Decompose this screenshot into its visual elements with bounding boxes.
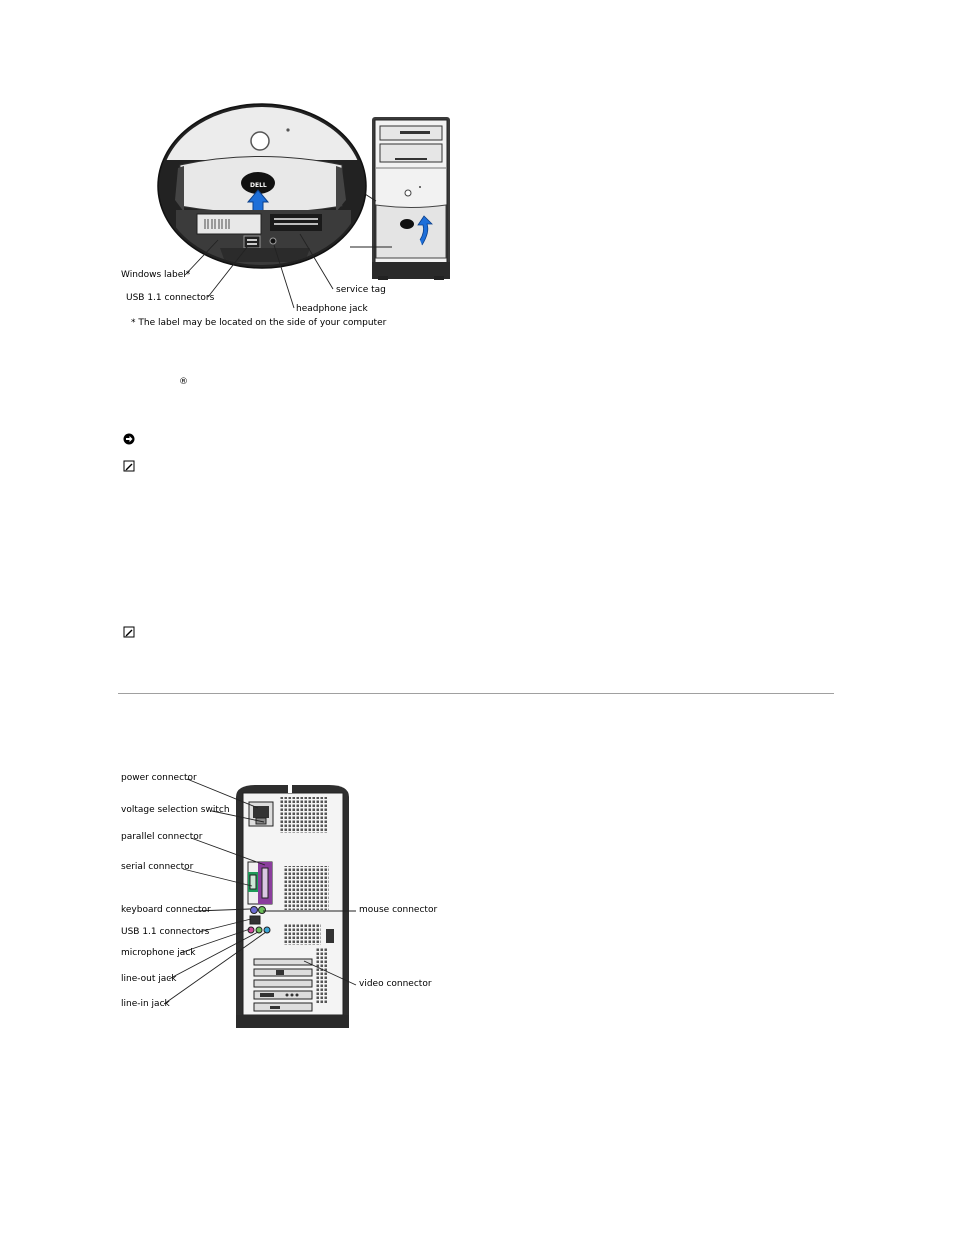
line-out-jack-callout: line-out jack — [121, 974, 177, 984]
windows-label-callout: Windows label* — [121, 270, 191, 280]
power-connector-callout: power connector — [121, 773, 197, 783]
line-in-jack-callout: line-in jack — [121, 999, 170, 1009]
video-connector-callout: video connector — [359, 979, 432, 989]
voltage-selection-switch-callout: voltage selection switch — [121, 805, 230, 815]
usb-connectors-callout: USB 1.1 connectors — [126, 293, 215, 303]
figure-footnote: * The label may be located on the side of your computer — [131, 318, 387, 328]
registered-mark: ® — [179, 377, 188, 387]
service-tag-callout: service tag — [336, 285, 386, 295]
serial-connector-callout: serial connector — [121, 862, 194, 872]
parallel-connector-callout: parallel connector — [121, 832, 203, 842]
tower-back — [236, 785, 349, 1028]
dell-logo-text: DELL — [250, 182, 267, 189]
keyboard-connector-callout: keyboard connector — [121, 905, 211, 915]
usb-connectors-back-callout: USB 1.1 connectors — [121, 927, 210, 937]
headphone-jack-callout: headphone jack — [296, 304, 368, 314]
mouse-connector-callout: mouse connector — [359, 905, 438, 915]
microphone-jack-callout: microphone jack — [121, 948, 196, 958]
